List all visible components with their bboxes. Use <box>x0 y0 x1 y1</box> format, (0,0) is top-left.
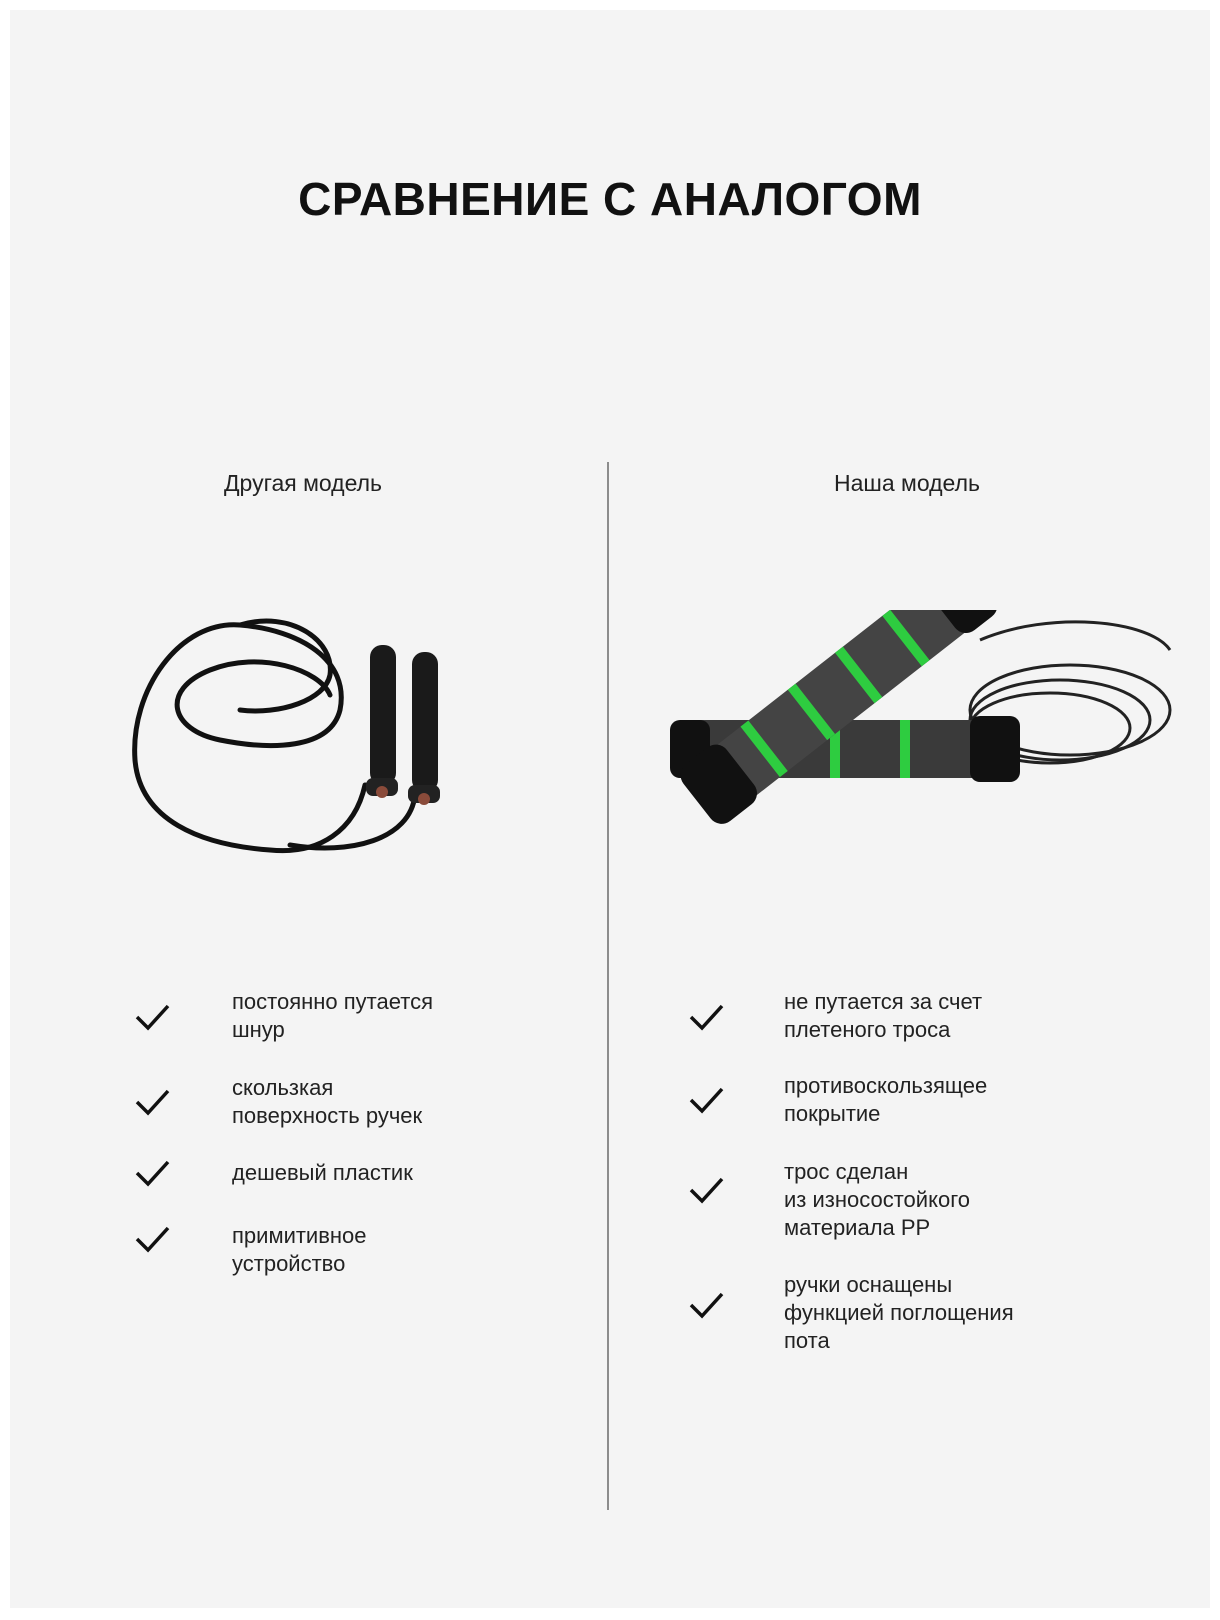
check-icon <box>686 1285 726 1325</box>
our-feature-2: противоскользящее покрытие <box>784 1073 988 1126</box>
other-feature-1: постоянно путается шнур <box>232 989 433 1042</box>
our-jump-rope-image <box>650 610 1190 860</box>
check-icon <box>132 1153 172 1193</box>
page-title: СРАВНЕНИЕ С АНАЛОГОМ <box>298 173 922 225</box>
rope-handle-2 <box>408 652 440 805</box>
other-model-label: Другая модель <box>223 470 383 496</box>
our-feature-1: не путается за счет плетеного троса <box>784 989 983 1042</box>
our-model-label: Наша модель <box>834 470 980 496</box>
check-icon <box>132 997 172 1037</box>
other-jump-rope-image <box>120 600 480 890</box>
other-feature-4: примитивное устройство <box>232 1223 367 1276</box>
other-feature-3: дешевый пластик <box>232 1160 413 1185</box>
check-icon <box>132 1219 172 1259</box>
rope-handle-1 <box>366 645 398 798</box>
our-feature-3: трос сделан из износостойкого материала PP <box>784 1159 970 1240</box>
check-icon <box>132 1082 172 1122</box>
column-divider <box>607 462 609 1510</box>
check-icon <box>686 997 726 1037</box>
other-feature-2: скользкая поверхность ручек <box>232 1075 423 1128</box>
our-feature-4: ручки оснащены функцией поглощения пота <box>784 1272 1014 1353</box>
check-icon <box>686 1080 726 1120</box>
check-icon <box>686 1170 726 1210</box>
